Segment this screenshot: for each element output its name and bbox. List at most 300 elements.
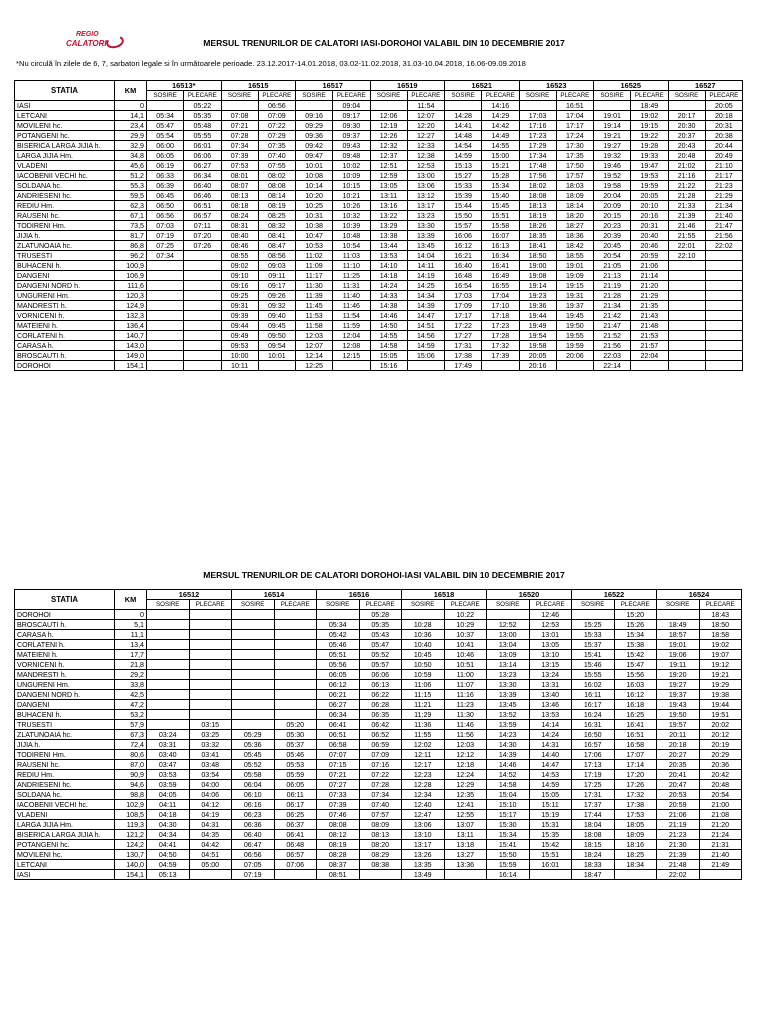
time-cell: 03:54 [189,770,232,780]
time-cell [147,680,190,690]
time-cell: 16:11 [572,690,615,700]
time-cell: 17:49 [445,361,482,371]
time-cell: 16:12 [445,241,482,251]
station-km: 119,3 [115,820,147,830]
time-cell [147,291,184,301]
time-cell: 19:46 [594,161,631,171]
time-cell: 22:02 [657,870,700,880]
time-cell: 07:03 [147,221,184,231]
time-cell: 17:25 [572,780,615,790]
time-cell: 18:58 [699,630,742,640]
time-cell: 15:56 [614,670,657,680]
time-cell [519,101,556,111]
time-cell: 21:00 [699,800,742,810]
station-row [15,281,743,291]
station-km: 67,1 [115,211,147,221]
station-km: 98,8 [115,790,147,800]
station-km: 140,0 [115,860,147,870]
time-cell: 07:25 [147,241,184,251]
time-cell: 11:30 [296,281,333,291]
station-name: CORLATENI h. [15,640,115,650]
time-cell: 07:26 [184,241,221,251]
time-cell: 14:30 [487,740,530,750]
station-row [15,151,743,161]
station-km: 106,9 [115,271,147,281]
time-cell: 07:22 [359,770,402,780]
time-cell: 19:02 [699,640,742,650]
timetable-dorohoi-iasi [14,589,742,880]
time-cell: 08:02 [258,171,295,181]
time-cell: 14:29 [482,111,519,121]
train-number: 16520 [487,590,572,600]
time-cell: 06:41 [317,720,360,730]
time-cell: 17:13 [572,760,615,770]
time-cell: 11:46 [333,301,370,311]
time-cell: 17:50 [556,161,593,171]
time-cell: 16:54 [445,281,482,291]
header-plecare: PLECARE [556,91,593,101]
time-cell: 13:46 [529,700,572,710]
time-cell [184,331,221,341]
station-name: LARGA JIJIA Hm. [15,151,115,161]
time-cell: 16:40 [445,261,482,271]
time-cell: 16:41 [614,720,657,730]
time-cell [232,690,275,700]
time-cell: 08:08 [317,820,360,830]
time-cell: 05:29 [232,730,275,740]
header-sosire: SOSIRE [445,91,482,101]
time-cell: 18:09 [614,830,657,840]
time-cell: 20:37 [668,131,705,141]
time-cell: 08:01 [221,171,258,181]
time-cell: 15:04 [487,790,530,800]
time-cell: 15:30 [487,820,530,830]
time-cell: 06:28 [359,700,402,710]
time-cell: 15:34 [487,830,530,840]
station-name: SOLDANA hc. [15,790,115,800]
station-km: 111,6 [115,281,147,291]
station-name: LETCANI [15,860,115,870]
station-row [15,670,742,680]
time-cell: 15:34 [482,181,519,191]
time-cell: 19:58 [519,341,556,351]
station-name: VLADENI [15,810,115,820]
time-cell: 12:33 [407,141,444,151]
header-sosire: SOSIRE [519,91,556,101]
time-cell: 20:38 [705,131,742,141]
time-cell: 17:09 [445,301,482,311]
station-km: 29,9 [115,131,147,141]
time-cell: 20:30 [668,121,705,131]
time-cell: 04:31 [189,820,232,830]
time-cell: 20:40 [631,231,668,241]
time-cell: 13:52 [487,710,530,720]
time-cell: 17:32 [482,341,519,351]
time-cell: 17:30 [556,141,593,151]
time-cell: 13:30 [487,680,530,690]
station-km: 55,3 [115,181,147,191]
time-cell: 19:22 [631,131,668,141]
time-cell: 20:45 [594,241,631,251]
time-cell: 14:53 [529,770,572,780]
time-cell: 14:42 [482,121,519,131]
time-cell [232,620,275,630]
time-cell [147,670,190,680]
time-cell: 10:01 [258,351,295,361]
header-sosire: SOSIRE [402,600,445,610]
time-cell: 12:25 [296,361,333,371]
time-cell: 09:50 [258,331,295,341]
time-cell: 11:54 [333,311,370,321]
station-row [15,311,743,321]
time-cell: 15:51 [482,211,519,221]
time-cell: 21:30 [657,840,700,850]
station-name: IASI [15,870,115,880]
time-cell: 07:40 [258,151,295,161]
time-cell: 14:55 [370,331,407,341]
time-cell: 21:53 [631,331,668,341]
time-cell: 20:54 [699,790,742,800]
time-cell: 15:06 [407,351,444,361]
time-cell: 16:14 [487,870,530,880]
station-row [15,241,743,251]
time-cell [274,680,317,690]
station-name: MANDRESTI h. [15,670,115,680]
time-cell: 21:05 [594,261,631,271]
time-cell: 09:17 [258,281,295,291]
station-row [15,660,742,670]
time-cell: 18:49 [631,101,668,111]
station-name: JIJIA h. [15,740,115,750]
time-cell: 18:20 [556,211,593,221]
time-cell [189,640,232,650]
time-cell [147,650,190,660]
time-cell [614,870,657,880]
time-cell: 09:40 [258,311,295,321]
time-cell: 13:36 [444,860,487,870]
time-cell: 05:52 [359,650,402,660]
station-km: 100,9 [115,261,147,271]
time-cell: 21:20 [699,820,742,830]
time-cell: 18:43 [699,610,742,620]
time-cell: 22:03 [594,351,631,361]
time-cell: 11:46 [444,720,487,730]
time-cell: 08:55 [221,251,258,261]
time-cell: 13:45 [407,241,444,251]
time-cell: 20:18 [705,111,742,121]
time-cell: 07:39 [317,800,360,810]
time-cell: 18:09 [556,191,593,201]
time-cell: 13:23 [487,670,530,680]
time-cell: 13:44 [370,241,407,251]
time-cell [296,101,333,111]
time-cell [705,361,742,371]
time-cell: 12:14 [296,351,333,361]
time-cell: 06:39 [147,181,184,191]
time-cell: 07:16 [359,760,402,770]
time-cell: 12:12 [444,750,487,760]
time-cell: 17:03 [519,111,556,121]
time-cell [189,700,232,710]
station-name: VLADENI [15,161,115,171]
time-cell: 10:39 [333,221,370,231]
station-name: TRUSESTI [15,720,115,730]
time-cell: 15:46 [572,660,615,670]
time-cell: 16:55 [482,281,519,291]
time-cell: 11:16 [444,690,487,700]
time-cell: 04:05 [147,790,190,800]
time-cell: 17:04 [482,291,519,301]
time-cell [699,870,742,880]
time-cell: 21:28 [594,291,631,301]
time-cell: 11:25 [333,271,370,281]
time-cell: 19:58 [594,181,631,191]
time-cell: 07:55 [258,161,295,171]
time-cell: 17:03 [445,291,482,301]
time-cell: 12:06 [370,111,407,121]
time-cell: 14:33 [370,291,407,301]
station-row [15,820,742,830]
time-cell: 13:18 [444,840,487,850]
time-cell: 15:05 [529,790,572,800]
time-cell: 05:54 [147,131,184,141]
time-cell: 20:05 [519,351,556,361]
station-name: DANGENI [15,700,115,710]
time-cell: 12:51 [370,161,407,171]
time-cell: 16:02 [572,680,615,690]
station-row [15,780,742,790]
time-cell: 16:21 [445,251,482,261]
time-cell: 06:56 [258,101,295,111]
station-name: MOVILENI hc. [15,850,115,860]
time-cell: 08:40 [221,231,258,241]
train-number: 16522 [572,590,657,600]
time-cell: 17:20 [614,770,657,780]
time-cell: 07:28 [221,131,258,141]
time-cell: 11:07 [444,680,487,690]
time-cell: 06:13 [359,680,402,690]
station-row [15,840,742,850]
time-cell: 15:28 [482,171,519,181]
time-cell: 04:12 [189,800,232,810]
time-cell: 18:15 [572,840,615,850]
time-cell: 13:17 [402,840,445,850]
time-cell: 09:36 [296,131,333,141]
time-cell: 10:45 [402,650,445,660]
station-name: BISERICA LARGA JIJIA h. [15,830,115,840]
time-cell: 04:35 [189,830,232,840]
time-cell: 04:11 [147,800,190,810]
time-cell: 14:50 [370,321,407,331]
time-cell: 12:35 [444,790,487,800]
station-km: 124,2 [115,840,147,850]
station-name: CARASA h. [15,630,115,640]
time-cell: 13:05 [529,640,572,650]
time-cell: 13:39 [407,231,444,241]
time-cell [184,251,221,261]
time-cell: 19:08 [519,271,556,281]
time-cell: 18:03 [556,181,593,191]
time-cell: 17:38 [614,800,657,810]
time-cell: 07:09 [258,111,295,121]
time-cell: 14:39 [487,750,530,760]
time-cell: 11:53 [296,311,333,321]
time-cell: 12:34 [402,790,445,800]
time-cell: 03:32 [189,740,232,750]
time-cell: 20:02 [699,720,742,730]
time-cell [274,650,317,660]
time-cell: 05:28 [359,610,402,620]
time-cell: 08:56 [258,251,295,261]
time-cell: 09:26 [258,291,295,301]
time-cell [147,700,190,710]
time-cell: 08:12 [317,830,360,840]
station-name: BROSCAUTI h. [15,620,115,630]
time-cell: 21:57 [631,341,668,351]
time-cell: 13:40 [529,690,572,700]
time-cell: 06:06 [359,670,402,680]
time-cell: 21:46 [668,221,705,231]
time-cell: 07:29 [258,131,295,141]
time-cell: 10:29 [444,620,487,630]
time-cell: 12:18 [444,760,487,770]
header-sosire: SOSIRE [296,91,333,101]
station-km: 102,9 [115,800,147,810]
time-cell: 11:02 [296,251,333,261]
time-cell: 21:48 [657,860,700,870]
time-cell: 15:33 [572,630,615,640]
logo-line2: CALATORI [66,39,107,48]
time-cell: 15:00 [482,151,519,161]
time-cell: 12:26 [370,131,407,141]
time-cell: 05:57 [359,660,402,670]
station-name: IACOBENII VECHI hc. [15,800,115,810]
header-plecare: PLECARE [482,91,519,101]
time-cell [147,640,190,650]
time-cell: 21:43 [631,311,668,321]
time-cell [705,261,742,271]
time-cell: 21:52 [594,331,631,341]
time-cell: 11:31 [333,281,370,291]
station-km: 47,2 [115,700,147,710]
time-cell: 18:13 [519,201,556,211]
time-cell: 16:57 [572,740,615,750]
time-cell: 16:13 [482,241,519,251]
time-cell: 16:31 [572,720,615,730]
time-cell: 14:56 [407,331,444,341]
time-cell: 12:03 [296,331,333,341]
station-row [15,790,742,800]
time-cell: 07:34 [221,141,258,151]
station-row [15,730,742,740]
station-km: 80,6 [115,750,147,760]
time-cell: 15:16 [370,361,407,371]
time-cell: 17:04 [556,111,593,121]
time-cell: 15:31 [529,820,572,830]
station-row [15,630,742,640]
train-number: 16516 [317,590,402,600]
time-cell: 17:19 [572,770,615,780]
time-cell: 19:29 [699,680,742,690]
time-cell: 16:07 [482,231,519,241]
train-number: 16518 [402,590,487,600]
time-cell: 08:20 [359,840,402,850]
time-cell [232,710,275,720]
time-cell: 13:59 [487,720,530,730]
time-cell: 07:34 [147,251,184,261]
time-cell [274,700,317,710]
time-cell: 08:41 [258,231,295,241]
time-cell: 06:56 [147,211,184,221]
time-cell: 20:44 [705,141,742,151]
time-cell: 17:07 [614,750,657,760]
time-cell: 21:55 [668,231,705,241]
time-cell: 09:25 [221,291,258,301]
station-name: LETCANI [15,111,115,121]
time-cell: 10:31 [296,211,333,221]
time-cell: 15:50 [445,211,482,221]
time-cell [705,301,742,311]
time-cell: 15:57 [445,221,482,231]
time-cell: 10:41 [444,640,487,650]
time-cell [482,361,519,371]
station-name: MOVILENI hc. [15,121,115,131]
time-cell [189,690,232,700]
time-cell: 20:16 [631,211,668,221]
time-cell: 15:47 [614,660,657,670]
station-row [15,161,743,171]
time-cell: 11:29 [402,710,445,720]
time-cell: 06:25 [274,810,317,820]
time-cell: 06:48 [274,840,317,850]
station-km: 87,0 [115,760,147,770]
time-cell: 12:40 [402,800,445,810]
time-cell: 19:14 [519,281,556,291]
time-cell: 20:19 [699,740,742,750]
time-cell: 08:13 [359,830,402,840]
time-cell: 10:09 [333,171,370,181]
header-sosire: SOSIRE [221,91,258,101]
time-cell: 14:52 [487,770,530,780]
time-cell: 11:59 [333,321,370,331]
station-row [15,750,742,760]
time-cell: 11:10 [333,261,370,271]
time-cell: 12:32 [370,141,407,151]
header-sosire: SOSIRE [147,91,184,101]
station-name: VORNICENI h. [15,660,115,670]
time-cell: 10:53 [296,241,333,251]
time-cell [184,311,221,321]
time-cell: 21:28 [668,191,705,201]
time-cell [444,870,487,880]
time-cell: 09:17 [333,111,370,121]
time-cell: 21:48 [631,321,668,331]
station-km: 21,8 [115,660,147,670]
time-cell: 12:15 [333,351,370,361]
time-cell: 14:10 [370,261,407,271]
time-cell [274,710,317,720]
time-cell: 05:55 [184,131,221,141]
time-cell: 16:49 [482,271,519,281]
station-row [15,680,742,690]
time-cell [184,301,221,311]
time-cell: 12:23 [402,770,445,780]
time-cell: 18:33 [572,860,615,870]
time-cell: 14:41 [445,121,482,131]
time-cell: 06:56 [232,850,275,860]
time-cell: 13:06 [402,820,445,830]
time-cell: 09:03 [258,261,295,271]
